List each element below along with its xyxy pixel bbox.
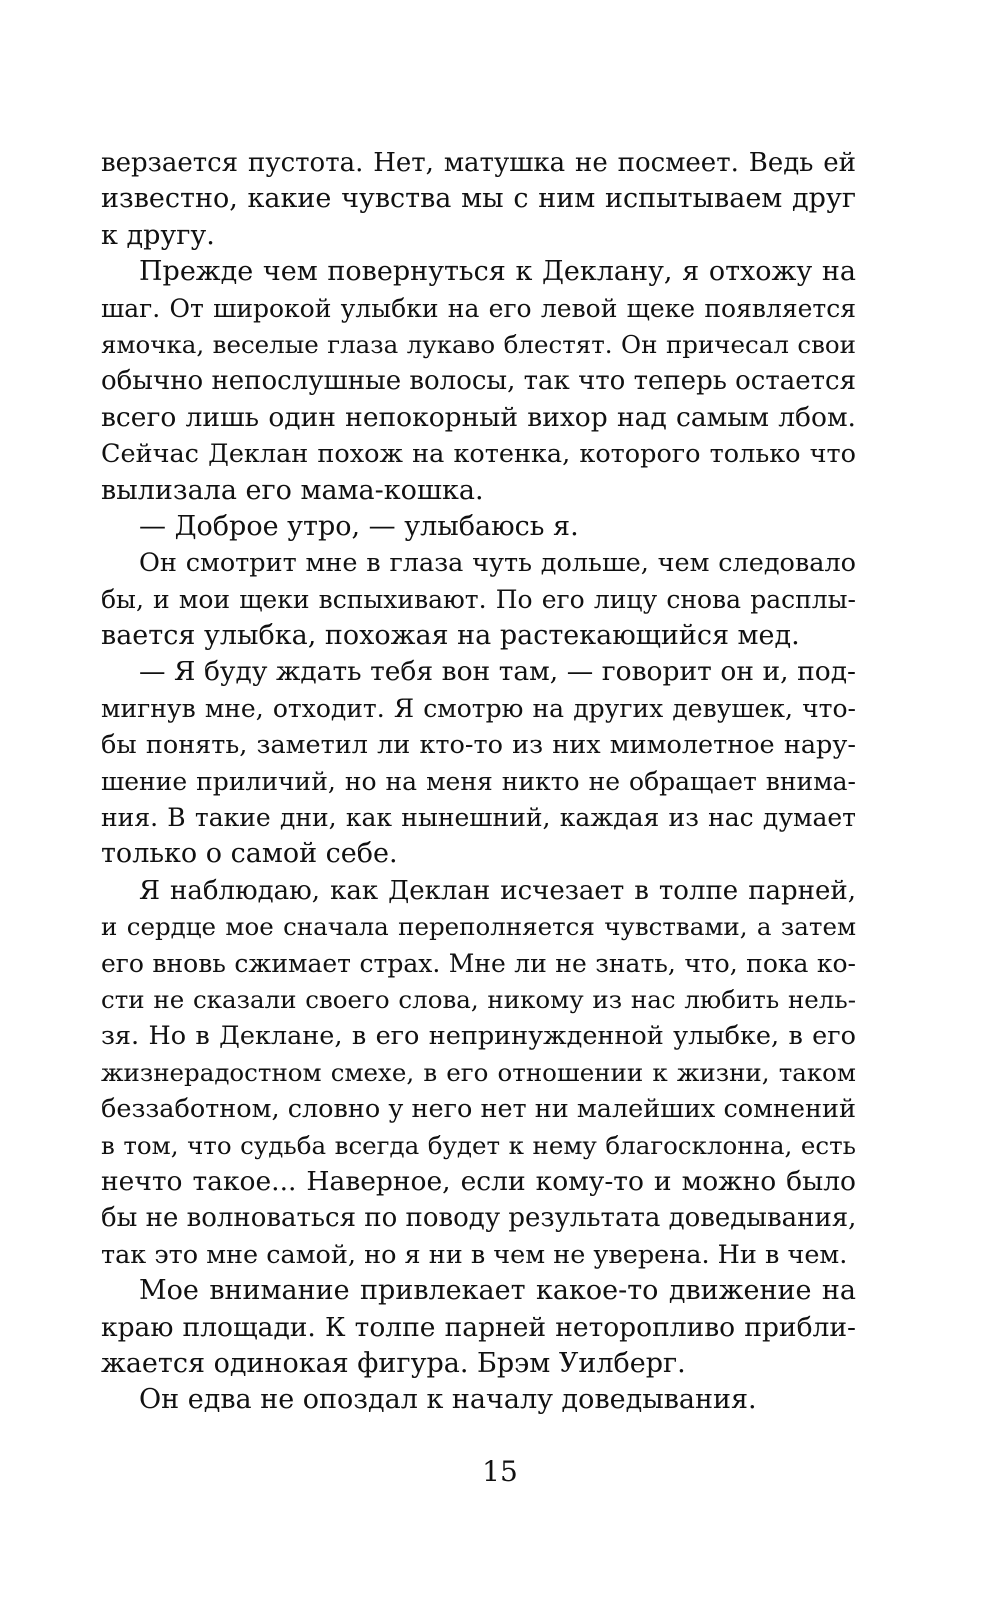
text-line: так это мне самой, но я ни в чем не уверена. Ни в чем. (101, 1239, 848, 1270)
text-line: в том, что судьба всегда будет к нему благосклонна, есть (101, 1130, 856, 1160)
text-line: Мое внимание привлекает какое-то движение на (139, 1275, 856, 1307)
text-line: и сердце мое сначала переполняется чувствами, а затем (101, 912, 856, 942)
text-line: бы понять, заметил ли кто-то из них мимолетное нару- (101, 730, 856, 761)
text-line: зя. Но в Деклане, в его непринужденной улыбке, в его (101, 1021, 856, 1052)
text-line: нечто такое... Наверное, если кому-то и можно было (101, 1165, 856, 1197)
text-line: бы, и мои щеки вспыхивают. По его лицу снова расплы- (101, 584, 856, 614)
text-line: жается одинокая фигура. Брэм Уилберг. (101, 1347, 686, 1379)
text-line: шаг. От широкой улыбки на его левой щеке появляется (101, 293, 856, 323)
text-line: сти не сказали своего слова, никому из нас любить нель- (101, 984, 856, 1014)
text-line: Прежде чем повернуться к Деклану, я отхожу на (139, 256, 856, 288)
text-line: краю площади. К толпе парней неторопливо прибли- (101, 1311, 856, 1343)
text-line: жизнерадостном смехе, в его отношении к жизни, таком (101, 1057, 856, 1087)
body-text (101, 145, 856, 1419)
text-line: — Доброе утро, — улыбаюсь я. (139, 510, 579, 542)
text-line: Он едва не опоздал к началу доведывания. (139, 1384, 757, 1416)
text-line: ямочка, веселые глаза лукаво блестят. Он причесал свои (101, 329, 856, 359)
text-line: верзается пустота. Нет, матушка не посмеет. Ведь ей (101, 148, 856, 178)
text-line: мигнув мне, отходит. Я смотрю на других девушек, что- (101, 693, 856, 723)
text-line: только о самой себе. (101, 838, 398, 870)
text-line: Сейчас Деклан похож на котенка, которого только что (101, 439, 856, 470)
text-line: вылизала его мама-кошка. (101, 474, 484, 506)
text-line: бы не волноваться по поводу результата доведывания, (101, 1203, 857, 1234)
text-line: вается улыбка, похожая на растекающийся мед. (101, 620, 800, 652)
text-line: беззаботном, словно у него нет ни малейших сомнений (101, 1094, 856, 1125)
text-line: — Я буду ждать тебя вон там, — говорит он и, под- (139, 656, 856, 688)
text-line: ния. В такие дни, как нынешний, каждая из нас думает (101, 803, 856, 833)
text-line: к другу. (101, 219, 215, 251)
text-line: всего лишь один непокорный вихор над самым лбом. (101, 401, 856, 433)
text-line: обычно непослушные волосы, так что теперь остается (101, 366, 856, 397)
text-line: Я наблюдаю, как Деклан исчезает в толпе парней, (139, 875, 856, 906)
text-line: Он смотрит мне в глаза чуть дольше, чем следовало (139, 548, 856, 579)
text-line: его вновь сжимает страх. Мне ли не знать, что, пока ко- (101, 948, 856, 978)
text-line: шение приличий, но на меня никто не обращает внима- (101, 766, 856, 796)
text-line: известно, какие чувства мы с ним испытываем друг (101, 183, 856, 215)
page-number: 15 (482, 1455, 518, 1488)
